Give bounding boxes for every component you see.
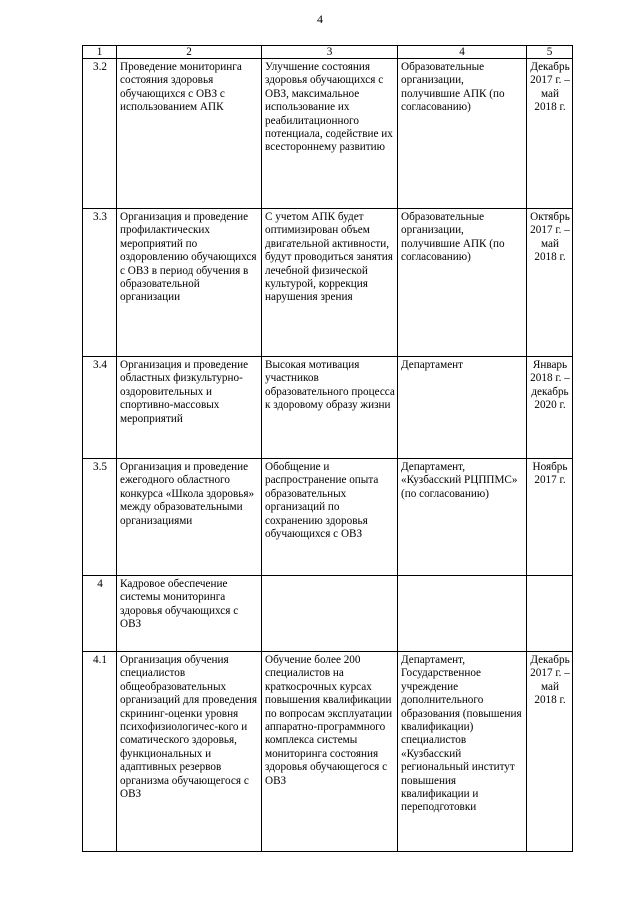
result-cell: Улучшение состояния здоровья обучающихся с ОВЗ, максимальное использование их реабилитационного потенциала, содействие их всестороннему развитию <box>262 59 398 209</box>
date-cell: Ноябрь 2017 г. <box>527 459 573 576</box>
activity-cell: Организация и проведение областных физкультурно-оздоровительных и спортивно-массовых мероприятий <box>117 357 262 459</box>
date-cell: Январь 2018 г. – декабрь 2020 г. <box>527 357 573 459</box>
result-cell: Высокая мотивация участников образовательного процесса к здоровому образу жизни <box>262 357 398 459</box>
activity-cell: Организация и проведение ежегодного областного конкурса «Школа здоровья» между образовательными организациями <box>117 459 262 576</box>
header-cell-4: 4 <box>398 46 527 59</box>
result-cell: С учетом АПК будет оптимизирован объем двигательной активности, будут проводиться занятия лечебной физической культурой, коррекция нарушения зрения <box>262 209 398 357</box>
activity-cell: Кадровое обеспечение системы мониторинга здоровья обучающихся с ОВЗ <box>117 576 262 652</box>
plan-table <box>82 45 573 852</box>
table-row <box>83 357 573 459</box>
date-cell <box>527 576 573 652</box>
row-number: 3.4 <box>83 357 117 459</box>
activity-cell: Организация и проведение профилактических мероприятий по оздоровлению обучающихся с ОВЗ в период обучения в образовательной организации <box>117 209 262 357</box>
activity-cell: Проведение мониторинга состояния здоровья обучающихся с ОВЗ с использованием АПК <box>117 59 262 209</box>
row-number: 3.5 <box>83 459 117 576</box>
table-row <box>83 59 573 209</box>
table-row <box>83 209 573 357</box>
row-number: 3.2 <box>83 59 117 209</box>
executor-cell: Образовательные организации, получившие АПК (по согласованию) <box>398 59 527 209</box>
executor-cell: Департамент, Государственное учреждение дополнительного образования (повышения квалификации) специалистов «Кузбасский региональный институт повышения квалификации и переподготовки <box>398 652 527 852</box>
row-number: 4 <box>83 576 117 652</box>
date-cell: Октябрь 2017 г. – май 2018 г. <box>527 209 573 357</box>
executor-cell: Образовательные организации, получившие АПК (по согласованию) <box>398 209 527 357</box>
header-cell-1: 1 <box>83 46 117 59</box>
executor-cell <box>398 576 527 652</box>
table-row <box>83 576 573 652</box>
table-header-row <box>83 46 573 59</box>
page-number: 4 <box>317 12 323 26</box>
result-cell <box>262 576 398 652</box>
row-number: 3.3 <box>83 209 117 357</box>
header-cell-3: 3 <box>262 46 398 59</box>
header-cell-5: 5 <box>527 46 573 59</box>
executor-cell: Департамент <box>398 357 527 459</box>
activity-cell: Организация обучения специалистов общеобразовательных организаций для проведения скрининг-оценки уровня психофизиологичес-кого и соматического здоровья, функциональных и адаптивных резервов организма обучающегося с ОВЗ <box>117 652 262 852</box>
table-row <box>83 652 573 852</box>
header-cell-2: 2 <box>117 46 262 59</box>
result-cell: Обучение более 200 специалистов на краткосрочных курсах повышения квалификации по вопросам эксплуатации аппаратно-программного комплекса системы мониторинга состояния здоровья обучающегося с ОВЗ <box>262 652 398 852</box>
executor-cell: Департамент, «Кузбасский РЦППМС» (по согласованию) <box>398 459 527 576</box>
date-cell: Декабрь 2017 г. – май 2018 г. <box>527 59 573 209</box>
row-number: 4.1 <box>83 652 117 852</box>
date-cell: Декабрь 2017 г. – май 2018 г. <box>527 652 573 852</box>
result-cell: Обобщение и распространение опыта образовательных организаций по сохранению здоровья обучающихся с ОВЗ <box>262 459 398 576</box>
table-row <box>83 459 573 576</box>
